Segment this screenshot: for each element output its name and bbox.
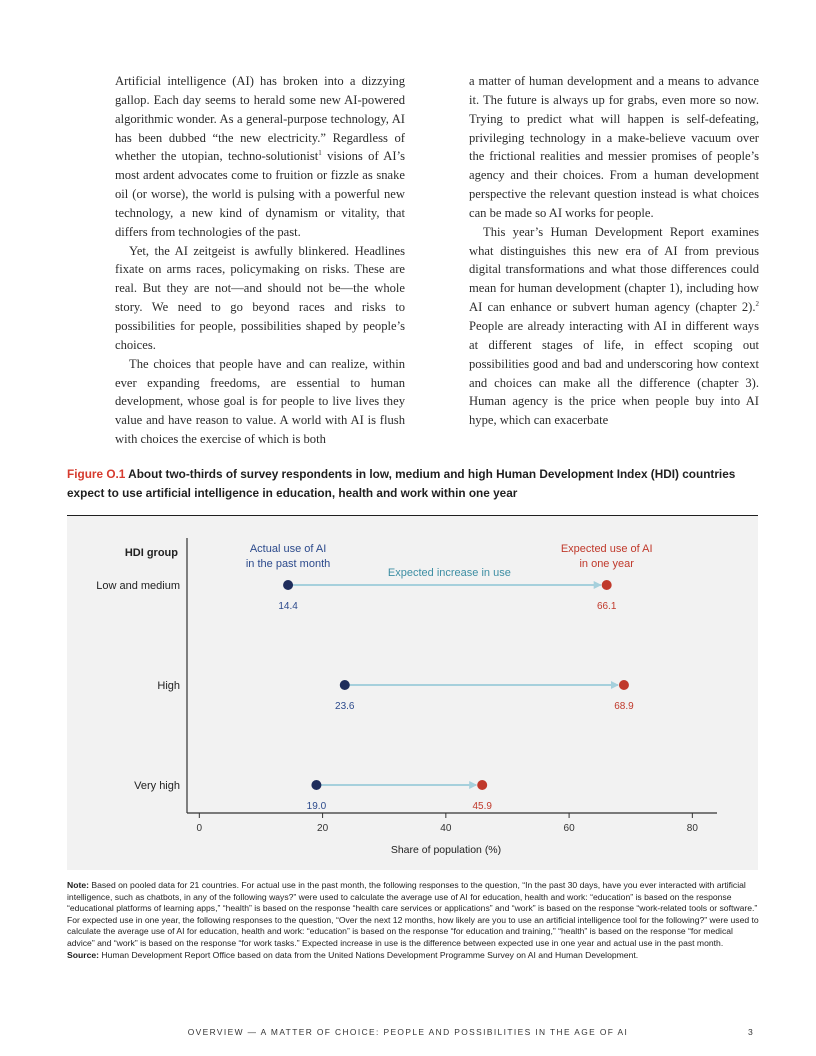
x-tick-label: 40: [440, 823, 452, 834]
source: Source: Human Development Report Office based on data from the United Nations Development Programme Survey on AI and Human Development.: [67, 949, 639, 960]
expected-use-point: [477, 780, 487, 790]
expected-value-label: 68.9: [614, 701, 634, 712]
series-label-expected: in one year: [579, 558, 634, 570]
row-header: HDI group: [124, 547, 178, 559]
paragraph: The choices that people have and can realize, within ever expanding freedoms, are essential to human development, whose goal is for people to live lives they value and have reason to value. A world with AI is flush with choices the exercise of which is both: [115, 356, 405, 447]
actual-use-point: [340, 680, 350, 690]
paragraph: This year’s Human Development Report examines what distinguishes this new era of AI from previous digital transformations and what those differences could mean for human development (chapter 1), including how AI can enhance or subvert human agency (chapter 2).$^2$ People are already interacting with AI in different ways at different stages of life, in effect scoping out possibilities good and bad and underscoring how context and choices can make all the difference (chapter 3). Human agency is the price when people buy into AI hype, which can exacerbate: [469, 224, 759, 428]
actual-use-point: [311, 780, 321, 790]
x-tick-label: 0: [196, 823, 203, 834]
note: Note: Based on pooled data for 21 countries. For actual use in the past month, the following responses to the question, “In the past 30 days, have you ever interacted with artificial intelligence, such as chatbots, in any of the following ways?” were used to calculate the average use of AI for education, health and work: “education” is based on the response “educational platforms of learning apps,” “health” is based on the response “health care services or applications” and “work” is based on the response “work-related tools or software.” For expected use in one year, the following responses to the question, “Over the next 12 months, how likely are you to use an artificial intelligence tool for the following?” were used to calculate the average use of AI for education, health and work: “education” is based on the response “for education and training,” “health” is based on the response “for medical advice” and “work” is based on the response “for work tasks.” Expected increase in use is the difference between expected use in one year and actual use in the past month.: [67, 880, 759, 948]
series-label-expected: Expected use of AI: [560, 543, 653, 555]
x-tick-label: 20: [317, 823, 329, 834]
body-column-right: [469, 72, 759, 430]
category-label: Very high: [134, 780, 180, 792]
connector-label: Expected increase in use: [387, 567, 511, 579]
actual-use-point: [283, 580, 293, 590]
running-footer: OVERVIEW — A MATTER OF CHOICE: PEOPLE AND POSSIBILITIES IN THE AGE OF AI: [187, 1027, 629, 1037]
figure-label: Figure O.1: [67, 467, 126, 481]
category-label: Low and medium: [96, 580, 180, 592]
figure-notes: [67, 880, 759, 961]
expected-use-point: [619, 680, 629, 690]
figure-caption: About two-thirds of survey respondents in low, medium and high Human Development Index (HDI) countries expect to use artificial intelligence in education, health and work within one year: [67, 467, 736, 500]
actual-value-label: 23.6: [335, 701, 355, 712]
paragraph: a matter of human development and a means to advance it. The future is always up for grabs, even more so now. Trying to predict what will happen is self-defeating, privileging technology in a make-believe vacuum over the frictional realities and messier promises of people’s agency and their choices. From a human development perspective the relevant question instead is what choices can be made so AI works for people.: [469, 74, 759, 220]
x-tick-label: 80: [686, 823, 698, 834]
x-axis-title: Share of population (%): [390, 844, 502, 856]
footnote-ref[interactable]: 2: [755, 299, 759, 308]
page-number: 3: [748, 1027, 753, 1037]
expected-value-label: 45.9: [472, 801, 492, 812]
body-column-left: [115, 72, 405, 449]
paragraph: Artificial intelligence (AI) has broken into a dizzying gallop. Each day seems to herald some new AI-powered algorithmic wonder. As a general-purpose technology, AI has been dubbed “the new electricity.” Regardless of whether the utopian, techno-solutionist$^1$ visions of AI’s most ardent advocates come to fruition or fizzle as snake oil (or worse), the world is pulsing with a powerful new technology, a new kind of dynamism or vitality, that differs from technologies of the past.: [115, 74, 405, 239]
category-label: High: [157, 680, 180, 692]
paragraph: Yet, the AI zeitgeist is awfully blinkered. Headlines fixate on arms races, policymaking on risks. These are real. But they are not—and should not be—the whole story. We need to go beyond races and risks to possibilities for people, possibilities shaped by people’s choices.: [115, 243, 405, 352]
series-label-actual: in the past month: [245, 558, 331, 570]
actual-value-label: 14.4: [278, 601, 298, 612]
actual-value-label: 19.0: [306, 801, 327, 812]
expected-use-point: [602, 580, 612, 590]
expected-value-label: 66.1: [596, 601, 617, 612]
footnote-ref[interactable]: 1: [318, 149, 322, 158]
series-label-actual: Actual use of AI: [249, 543, 327, 555]
x-tick-label: 60: [563, 823, 575, 834]
figure-title: [67, 465, 757, 503]
dumbbell-chart: [67, 516, 758, 870]
